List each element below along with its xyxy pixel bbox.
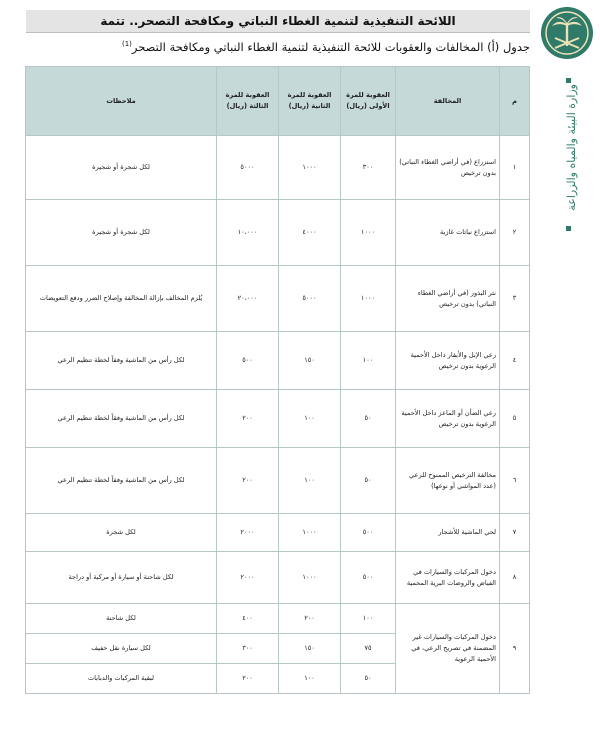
row-first: ٥٠ <box>341 390 396 448</box>
side-label <box>558 84 578 224</box>
square-marker-icon <box>566 78 571 83</box>
table-row <box>26 390 530 448</box>
row-violation: استزراع (في أراضي الغطاء النباتي) بدون ترخيص <box>396 136 500 200</box>
row-first: ١٠٠ <box>341 604 396 634</box>
row-violation: دخول المركبات والسيارات غير المضمنة في تصريح الرعي، في الأحمية الرعوية <box>396 604 500 694</box>
row-note: لكل سيارة نقل خفيف <box>26 634 217 664</box>
table-caption <box>26 40 530 54</box>
table-row <box>26 200 530 266</box>
row-note: لبقية المركبات والدبابات <box>26 664 217 694</box>
header-num: م <box>500 67 530 136</box>
row-second: ١٠٠٠ <box>279 136 341 200</box>
row-third: ٢٠٠ <box>217 448 279 514</box>
row-violation: مخالفة الترخيص الممنوح للرعي (عدد المواشي أو نوعها) <box>396 448 500 514</box>
header-third-penalty: العقوبة للمرة الثالثة (ريال) <box>217 67 279 136</box>
row-second: ٢٠٠ <box>279 604 341 634</box>
row-note: يُلزم المخالف بإزالة المخالفة وإصلاح الضرر ودفع التعويضات <box>26 266 217 332</box>
row-violation: نثر البذور (في أراضي الغطاء النباتي) بدون ترخيص <box>396 266 500 332</box>
row-note: لكل شجرة <box>26 514 217 552</box>
table-header-row <box>26 67 530 136</box>
header-first-penalty: العقوبة للمرة الأولى (ريال) <box>341 67 396 136</box>
page-title: اللائحة التنفيذية لتنمية الغطاء النباتي ومكافحة التصحر.. تتمة <box>26 10 530 33</box>
row-first: ١٠٠٠ <box>341 266 396 332</box>
row-second: ٥٠٠٠ <box>279 266 341 332</box>
row-first: ٥٠ <box>341 664 396 694</box>
row-first: ٥٠ <box>341 448 396 514</box>
row-second: ١٥٠ <box>279 634 341 664</box>
row-second: ١٠٠ <box>279 664 341 694</box>
row-num: ٤ <box>500 332 530 390</box>
row-num: ٦ <box>500 448 530 514</box>
row-third: ٥٠٠ <box>217 332 279 390</box>
table-caption-text: جدول (أ) المخالفات والعقوبات للائحة التنفيذية لتنمية الغطاء النباتي ومكافحة التصحر <box>131 40 530 54</box>
row-third: ٢٠٠٠ <box>217 514 279 552</box>
row-third: ٢٠،٠٠٠ <box>217 266 279 332</box>
table-row <box>26 514 530 552</box>
row-violation: استزراع نباتات غازية <box>396 200 500 266</box>
row-second: ١٠٠ <box>279 390 341 448</box>
side-label-text: وزارة البيئة والمياه والزراعة <box>565 84 578 211</box>
row-second: ١٠٠ <box>279 448 341 514</box>
row-num: ٨ <box>500 552 530 604</box>
row-first: ٣٠٠ <box>341 136 396 200</box>
row-third: ٤٠٠ <box>217 604 279 634</box>
row-note: لكل رأس من الماشية وفقاً لخطة تنظيم الرعي <box>26 390 217 448</box>
row-third: ٥٠٠٠ <box>217 136 279 200</box>
table-row <box>26 552 530 604</box>
row-third: ٢٠٠ <box>217 664 279 694</box>
row-third: ٢٠٠ <box>217 390 279 448</box>
row-num: ٩ <box>500 604 530 694</box>
row-note: لكل شاحنة <box>26 604 217 634</box>
row-num: ٧ <box>500 514 530 552</box>
table-row <box>26 332 530 390</box>
row-violation: لحي الماشية للأشجار <box>396 514 500 552</box>
penalties-table <box>26 66 530 694</box>
table-row <box>26 448 530 514</box>
caption-footnote-mark: (1) <box>121 40 132 49</box>
ministry-logo <box>540 6 594 60</box>
row-num: ٢ <box>500 200 530 266</box>
row-third: ٣٠٠ <box>217 634 279 664</box>
row-second: ١٠٠٠ <box>279 514 341 552</box>
table-row <box>26 604 530 634</box>
row-note: لكل رأس من الماشية وفقاً لخطة تنظيم الرعي <box>26 332 217 390</box>
row-third: ٢٠٠٠ <box>217 552 279 604</box>
header-second-penalty: العقوبة للمرة الثانية (ريال) <box>279 67 341 136</box>
row-third: ١٠،٠٠٠ <box>217 200 279 266</box>
row-violation: دخول المركبات والسيارات في الفياض والروضات البرية المحمية <box>396 552 500 604</box>
row-second: ٤٠٠٠ <box>279 200 341 266</box>
row-first: ١٠٠ <box>341 332 396 390</box>
row-violation: رعي الضأن أو الماعز داخل الأحمية الرعوية بدون ترخيص <box>396 390 500 448</box>
row-note: لكل شجرة أو شجيرة <box>26 200 217 266</box>
row-note: لكل رأس من الماشية وفقاً لخطة تنظيم الرعي <box>26 448 217 514</box>
row-violation: رعي الإبل والأبقار داخل الأحمية الرعوية بدون ترخيص <box>396 332 500 390</box>
table-row <box>26 266 530 332</box>
palm-emblem-icon <box>540 6 594 60</box>
header-notes: ملاحظات <box>26 67 217 136</box>
row-num: ٥ <box>500 390 530 448</box>
row-note: لكل شجرة أو شجيرة <box>26 136 217 200</box>
row-first: ٧٥ <box>341 634 396 664</box>
row-num: ٣ <box>500 266 530 332</box>
row-note: لكل شاحنة أو سيارة أو مركبة أو دراجة <box>26 552 217 604</box>
row-first: ٥٠٠ <box>341 514 396 552</box>
header-violation: المخالفة <box>396 67 500 136</box>
row-second: ١٥٠ <box>279 332 341 390</box>
row-second: ١٠٠٠ <box>279 552 341 604</box>
table-row <box>26 136 530 200</box>
row-first: ٥٠٠ <box>341 552 396 604</box>
row-first: ١٠٠٠ <box>341 200 396 266</box>
row-num: ١ <box>500 136 530 200</box>
square-marker-icon <box>566 226 571 231</box>
